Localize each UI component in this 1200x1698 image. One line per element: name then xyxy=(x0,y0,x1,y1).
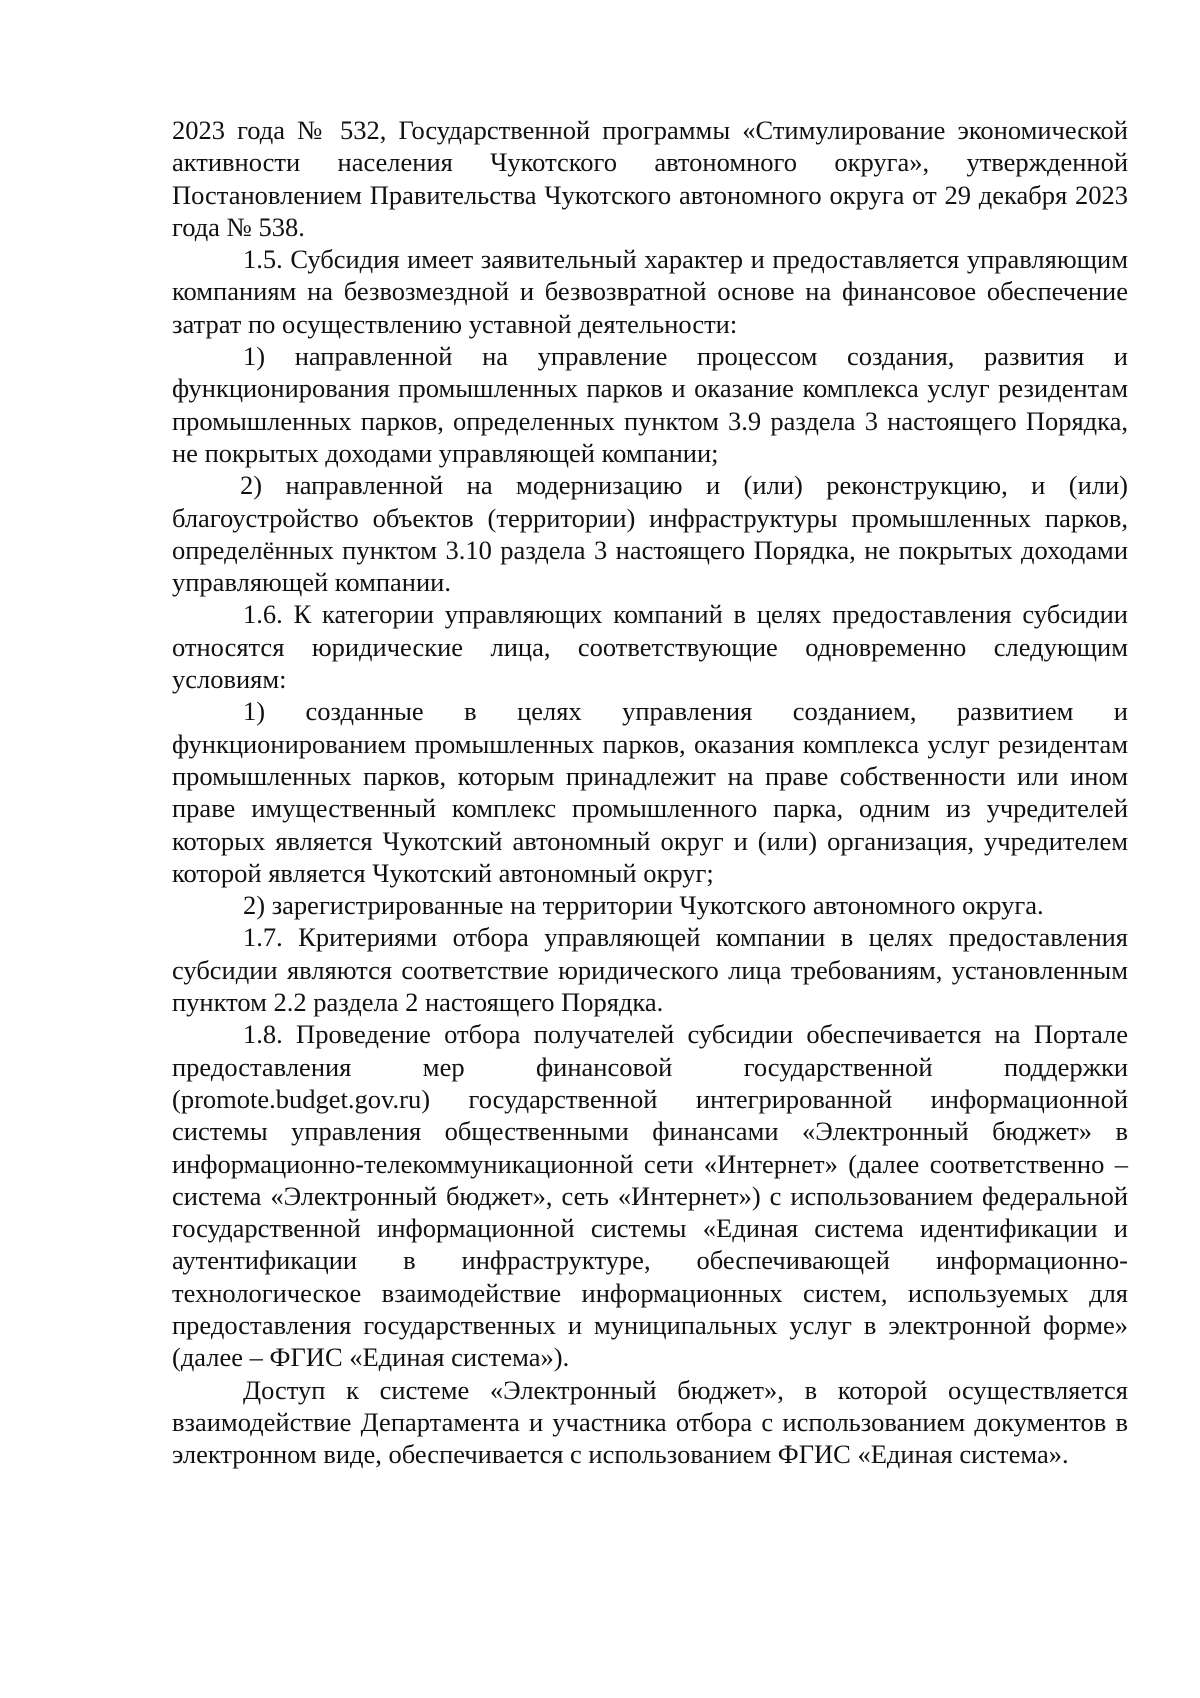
document-page xyxy=(172,114,1128,1470)
paragraph-access: Доступ к системе «Электронный бюджет», в которой осуществляется взаимодействие Департамента и участника отбора с использованием документов в электронном виде, обеспечивается с использованием ФГИС «Единая система». xyxy=(172,1374,1128,1470)
paragraph-1-8: 1.8. Проведение отбора получателей субсидии обеспечивается на Портале предоставления мер финансовой государственной поддержки (promote.budget.gov.ru) государственной интегрированной информационной системы управления общественными финансами «Электронный бюджет» в информационно-телекоммуникационной сети «Интернет» (далее соответственно – система «Электронный бюджет», сеть «Интернет») с использованием федеральной государственной информационной системы «Единая система идентификации и аутентификации в инфраструктуре, обеспечивающей информационно-технологическое взаимодействие информационных систем, используемых для предоставления государственных и муниципальных услуг в электронной форме» (далее – ФГИС «Единая система»). xyxy=(172,1019,1128,1373)
paragraph-continuation: 2023 года № 532, Государственной программы «Стимулирование экономической активности населения Чукотского автономного округа», утвержденной Постановлением Правительства Чукотского автономного округа от 29 декабря 2023 года № 538. xyxy=(172,115,1128,242)
paragraph-1-7: 1.7. Критериями отбора управляющей компании в целях предоставления субсидии являются соответствие юридического лица требованиям, установленным пунктом 2.2 раздела 2 настоящего Порядка. xyxy=(172,922,1128,1018)
paragraph-1-5-item-2: 2) направленной на модернизацию и (или) реконструкцию, и (или) благоустройство объектов (территории) инфраструктуры промышленных парков, определённых пунктом 3.10 раздела 3 настоящего Порядка, не покрытых доходами управляющей компании. xyxy=(172,470,1128,598)
paragraph-1-5: 1.5. Субсидия имеет заявительный характер и предоставляется управляющим компаниям на безвозмездной и безвозвратной основе на финансовое обеспечение затрат по осуществлению уставной деятельности: xyxy=(172,244,1128,339)
paragraph-1-6-item-2: 2) зарегистрированные на территории Чукотского автономного округа. xyxy=(243,890,1044,921)
paragraph-1-5-item-1: 1) направленной на управление процессом создания, развития и функционирования промышленных парков и оказание комплекса услуг резидентам промышленных парков, определенных пунктом 3.9 раздела 3 настоящего Порядка, не покрытых доходами управляющей компании; xyxy=(172,341,1128,468)
paragraph-1-6: 1.6. К категории управляющих компаний в целях предоставления субсидии относятся юридические лица, соответствующие одновременно следующим условиям: xyxy=(172,599,1128,695)
paragraph-1-6-item-1: 1) созданные в целях управления созданием, развитием и функционированием промышленных парков, оказания комплекса услуг резидентам промышленных парков, которым принадлежит на праве собственности или ином праве имущественный комплекс промышленного парка, одним из учредителей которых является Чукотский автономный округ и (или) организация, учредителем которой является Чукотский автономный округ; xyxy=(172,696,1128,888)
